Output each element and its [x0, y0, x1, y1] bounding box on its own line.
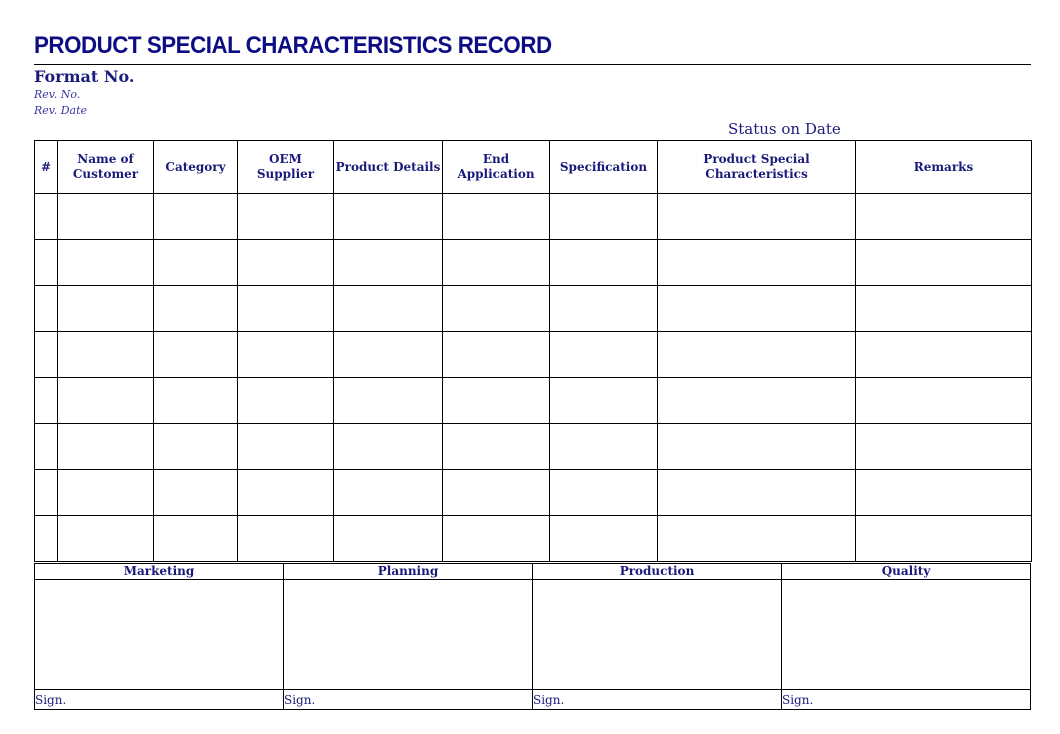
table-cell[interactable]	[856, 516, 1032, 562]
record-table	[34, 140, 1032, 562]
table-cell[interactable]	[856, 470, 1032, 516]
header-special-characteristics: Product Special Characteristics	[658, 141, 856, 194]
page-title: PRODUCT SPECIAL CHARACTERISTICS RECORD	[34, 32, 552, 59]
dept-planning: Planning	[284, 564, 533, 580]
table-cell[interactable]	[35, 240, 58, 286]
table-cell[interactable]	[35, 332, 58, 378]
table-cell[interactable]	[550, 378, 658, 424]
table-cell[interactable]	[443, 194, 550, 240]
table-cell[interactable]	[238, 286, 334, 332]
table-cell[interactable]	[154, 470, 238, 516]
table-cell[interactable]	[658, 286, 856, 332]
table-cell[interactable]	[550, 194, 658, 240]
table-cell[interactable]	[35, 424, 58, 470]
table-row	[35, 516, 1032, 562]
table-cell[interactable]	[35, 286, 58, 332]
table-cell[interactable]	[856, 332, 1032, 378]
signoff-table	[34, 563, 1031, 710]
table-cell[interactable]	[443, 286, 550, 332]
table-cell[interactable]	[238, 194, 334, 240]
table-cell[interactable]	[443, 332, 550, 378]
table-cell[interactable]	[238, 378, 334, 424]
table-cell[interactable]	[443, 516, 550, 562]
table-cell[interactable]	[443, 240, 550, 286]
table-cell[interactable]	[35, 194, 58, 240]
table-cell[interactable]	[443, 470, 550, 516]
table-cell[interactable]	[856, 286, 1032, 332]
table-cell[interactable]	[238, 516, 334, 562]
table-row	[35, 378, 1032, 424]
header-product-details: Product Details	[334, 141, 443, 194]
table-cell[interactable]	[550, 240, 658, 286]
table-cell[interactable]	[856, 378, 1032, 424]
table-cell[interactable]	[154, 424, 238, 470]
table-cell[interactable]	[550, 332, 658, 378]
header-specification: Specification	[550, 141, 658, 194]
table-cell[interactable]	[658, 240, 856, 286]
table-row	[35, 194, 1032, 240]
sign-quality: Sign.	[782, 690, 1031, 710]
header-remarks: Remarks	[856, 141, 1032, 194]
table-cell[interactable]	[154, 240, 238, 286]
header-category: Category	[154, 141, 238, 194]
table-cell[interactable]	[334, 470, 443, 516]
header-customer-name: Name of Customer	[58, 141, 154, 194]
table-cell[interactable]	[58, 286, 154, 332]
table-cell[interactable]	[58, 240, 154, 286]
table-cell[interactable]	[334, 194, 443, 240]
table-cell[interactable]	[58, 194, 154, 240]
table-cell[interactable]	[58, 424, 154, 470]
table-cell[interactable]	[658, 516, 856, 562]
signoff-area-planning[interactable]	[284, 580, 533, 690]
dept-quality: Quality	[782, 564, 1031, 580]
table-cell[interactable]	[550, 516, 658, 562]
table-cell[interactable]	[334, 516, 443, 562]
table-row	[35, 424, 1032, 470]
table-header-row	[35, 141, 1032, 194]
signoff-area-marketing[interactable]	[35, 580, 284, 690]
table-cell[interactable]	[550, 470, 658, 516]
table-cell[interactable]	[35, 470, 58, 516]
table-row	[35, 286, 1032, 332]
table-cell[interactable]	[35, 516, 58, 562]
header-end-application: End Application	[443, 141, 550, 194]
table-cell[interactable]	[35, 378, 58, 424]
sign-marketing: Sign.	[35, 690, 284, 710]
table-cell[interactable]	[58, 470, 154, 516]
table-cell[interactable]	[856, 240, 1032, 286]
table-cell[interactable]	[238, 424, 334, 470]
status-on-date-label: Status on Date	[728, 120, 841, 138]
table-cell[interactable]	[658, 378, 856, 424]
table-cell[interactable]	[658, 332, 856, 378]
table-cell[interactable]	[856, 194, 1032, 240]
table-row	[35, 240, 1032, 286]
sign-planning: Sign.	[284, 690, 533, 710]
table-row	[35, 470, 1032, 516]
table-cell[interactable]	[658, 470, 856, 516]
table-cell[interactable]	[658, 424, 856, 470]
table-cell[interactable]	[154, 286, 238, 332]
table-cell[interactable]	[443, 378, 550, 424]
table-cell[interactable]	[58, 378, 154, 424]
signoff-area-quality[interactable]	[782, 580, 1031, 690]
table-cell[interactable]	[550, 424, 658, 470]
rev-date-label: Rev. Date	[34, 104, 88, 117]
table-cell[interactable]	[238, 240, 334, 286]
header-number: #	[35, 141, 58, 194]
record-table-body	[35, 194, 1032, 562]
format-no-label: Format No.	[34, 67, 135, 86]
table-cell[interactable]	[58, 516, 154, 562]
signoff-area-production[interactable]	[533, 580, 782, 690]
table-cell[interactable]	[238, 470, 334, 516]
dept-production: Production	[533, 564, 782, 580]
table-cell[interactable]	[154, 516, 238, 562]
dept-marketing: Marketing	[35, 564, 284, 580]
title-underline	[34, 64, 1031, 65]
table-cell[interactable]	[856, 424, 1032, 470]
sign-production: Sign.	[533, 690, 782, 710]
header-oem-supplier: OEM Supplier	[238, 141, 334, 194]
table-row	[35, 332, 1032, 378]
table-cell[interactable]	[154, 332, 238, 378]
table-cell[interactable]	[334, 286, 443, 332]
table-cell[interactable]	[550, 286, 658, 332]
table-cell[interactable]	[658, 194, 856, 240]
table-cell[interactable]	[443, 424, 550, 470]
table-cell[interactable]	[334, 332, 443, 378]
table-cell[interactable]	[238, 332, 334, 378]
table-cell[interactable]	[154, 378, 238, 424]
table-cell[interactable]	[154, 194, 238, 240]
table-cell[interactable]	[58, 332, 154, 378]
table-cell[interactable]	[334, 240, 443, 286]
rev-no-label: Rev. No.	[34, 88, 81, 101]
table-cell[interactable]	[334, 424, 443, 470]
table-cell[interactable]	[334, 378, 443, 424]
